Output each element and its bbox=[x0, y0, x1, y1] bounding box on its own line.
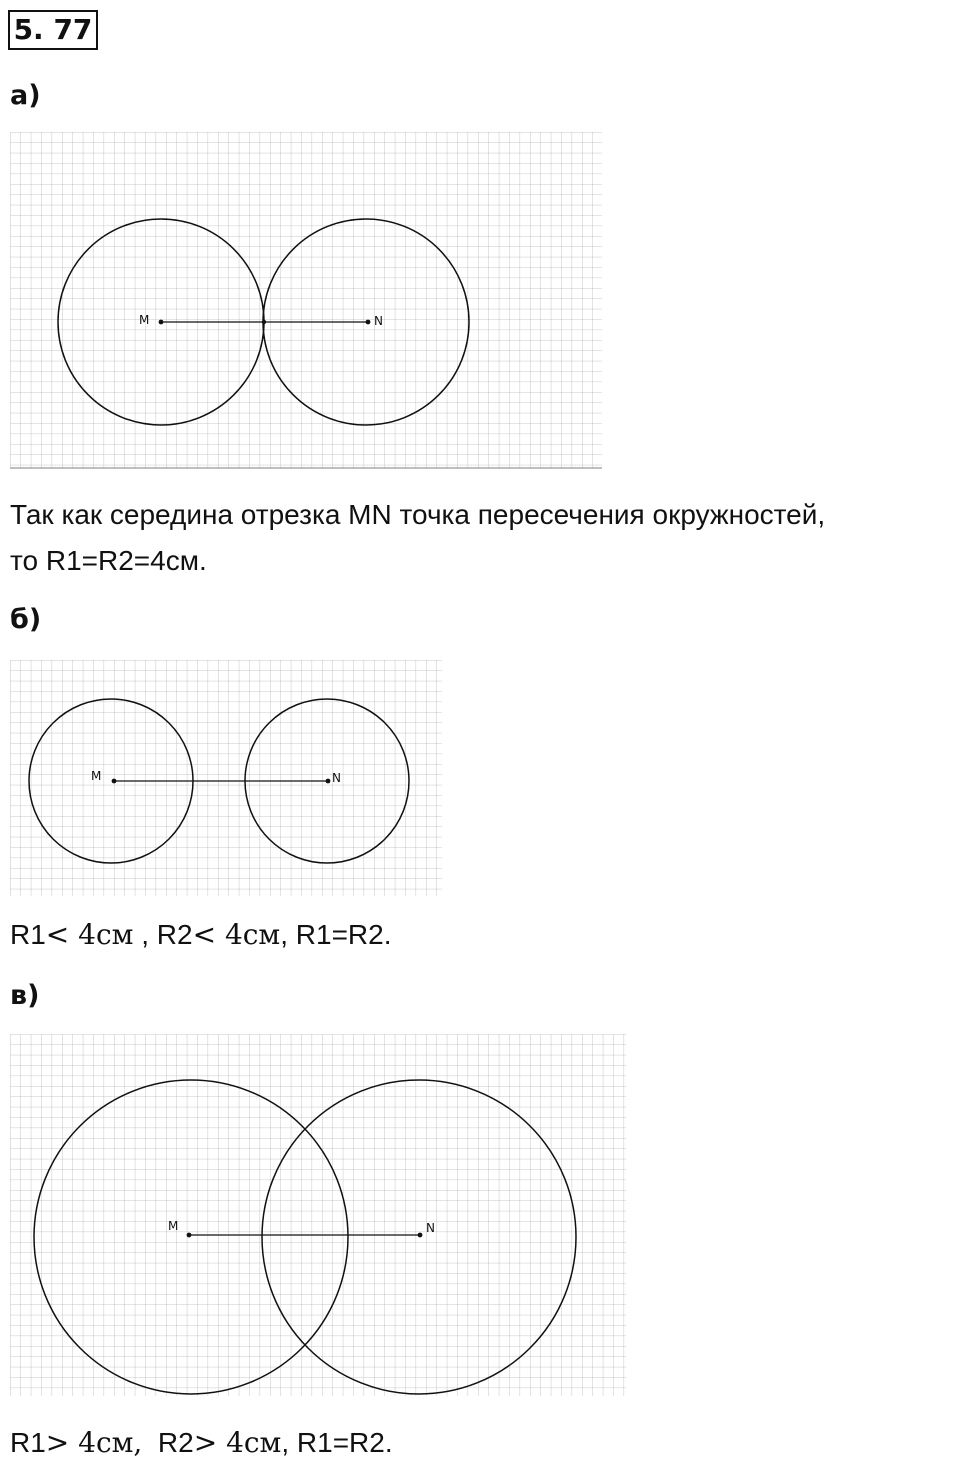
figure-c bbox=[10, 1034, 626, 1396]
part-b-equality: , R1=R2. bbox=[280, 919, 392, 950]
part-b-text bbox=[10, 914, 392, 956]
label-m: M bbox=[91, 769, 102, 783]
point-m bbox=[112, 779, 117, 784]
grid-background bbox=[10, 660, 442, 896]
part-a-label: а) bbox=[10, 80, 41, 111]
part-c-r2-condition: > 4см bbox=[193, 1426, 282, 1459]
part-c-text bbox=[10, 1422, 393, 1464]
grid-background bbox=[10, 1034, 626, 1396]
label-n: N bbox=[374, 314, 383, 328]
label-m: M bbox=[139, 313, 150, 327]
part-a-text-line-2: то R1=R2=4см. bbox=[10, 545, 207, 576]
part-c-r1-condition: > 4см, bbox=[45, 1426, 143, 1459]
point-m bbox=[187, 1233, 192, 1238]
figure-a bbox=[10, 132, 602, 470]
point-m bbox=[159, 320, 164, 325]
part-b-r1: R1 bbox=[10, 919, 46, 950]
grid-background bbox=[10, 132, 602, 468]
point-n bbox=[418, 1233, 423, 1238]
part-a-text-line-1: Так как середина отрезка MN точка пересечения окружностей, bbox=[10, 499, 826, 530]
part-b-r2-condition: < 4см bbox=[192, 918, 281, 951]
problem-number: 5. 77 bbox=[8, 10, 98, 50]
part-c-r2: R2 bbox=[142, 1427, 194, 1458]
point-midpoint bbox=[262, 320, 266, 324]
label-n: N bbox=[426, 1221, 435, 1235]
part-b-label: б) bbox=[10, 604, 42, 635]
label-m: M bbox=[168, 1219, 179, 1233]
point-n bbox=[366, 320, 371, 325]
part-c-r1: R1 bbox=[10, 1427, 46, 1458]
part-c-equality: , R1=R2. bbox=[281, 1427, 393, 1458]
part-b-r2: , R2 bbox=[133, 919, 193, 950]
label-n: N bbox=[332, 771, 341, 785]
figure-b bbox=[10, 660, 442, 896]
point-n bbox=[326, 779, 331, 784]
part-c-label: в) bbox=[10, 980, 40, 1011]
part-b-r1-condition: < 4см bbox=[45, 918, 134, 951]
